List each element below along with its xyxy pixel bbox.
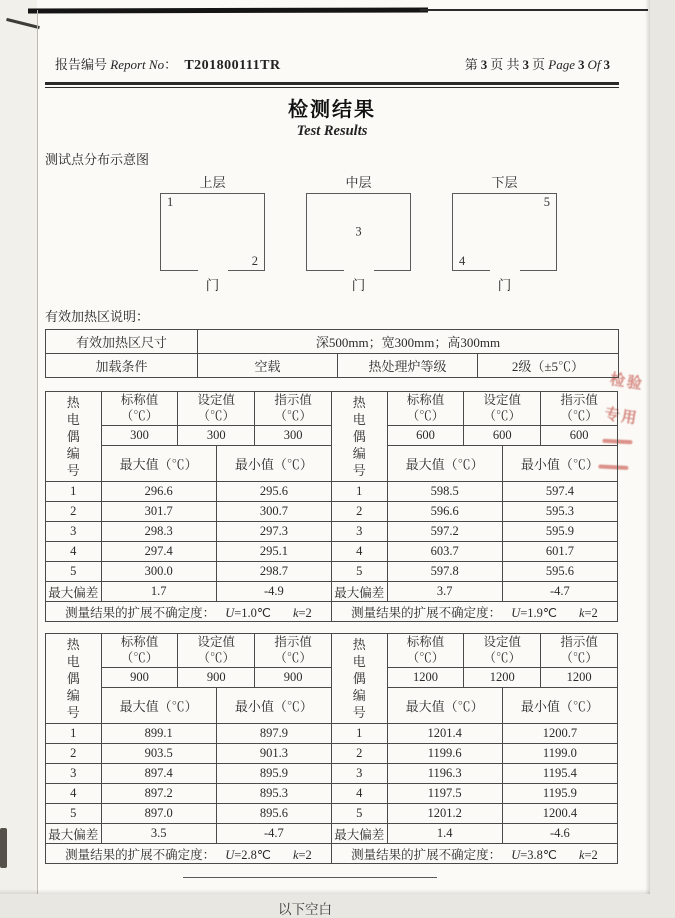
tc-number: 3 bbox=[332, 764, 388, 784]
measurement-table-600 bbox=[331, 391, 618, 622]
thermocouple-no-header: 热电偶编号 bbox=[46, 634, 102, 724]
report-number-block: 报告编号 Report No： T201800111TR bbox=[55, 57, 281, 73]
setting-header: 设定值 （℃） bbox=[464, 392, 541, 426]
max-value: 903.5 bbox=[101, 744, 216, 764]
furnace-grade-label: 热处理炉等级 bbox=[338, 354, 478, 378]
indication-header: 指示值 （℃） bbox=[255, 392, 332, 426]
door-opening bbox=[198, 268, 228, 272]
max-value: 899.1 bbox=[101, 724, 216, 744]
test-point: 3 bbox=[355, 224, 362, 239]
max-deviation-label: 最大偏差 bbox=[332, 582, 388, 602]
max-value: 897.0 bbox=[101, 804, 216, 824]
table-row bbox=[332, 634, 618, 668]
max-value: 897.2 bbox=[101, 784, 216, 804]
table-row bbox=[46, 502, 332, 522]
min-value: 1195.4 bbox=[502, 764, 617, 784]
max-value: 597.8 bbox=[387, 562, 502, 582]
tc-number: 4 bbox=[332, 542, 388, 562]
table-row bbox=[46, 330, 619, 354]
document-header bbox=[45, 54, 619, 74]
tc-number: 1 bbox=[46, 724, 102, 744]
min-value: 595.6 bbox=[502, 562, 617, 582]
table-row bbox=[332, 744, 618, 764]
min-header: 最小值（℃） bbox=[216, 446, 331, 482]
min-header: 最小值（℃） bbox=[216, 688, 331, 724]
max-value: 1201.2 bbox=[387, 804, 502, 824]
table-row bbox=[332, 824, 618, 844]
test-point: 4 bbox=[459, 254, 466, 268]
tc-number: 4 bbox=[46, 784, 102, 804]
max-deviation-label: 最大偏差 bbox=[332, 824, 388, 844]
setting-header: 设定值 （℃） bbox=[464, 634, 541, 668]
min-deviation-value: -4.7 bbox=[502, 582, 617, 602]
max-value: 897.4 bbox=[101, 764, 216, 784]
setting-header: 设定值 （℃） bbox=[178, 392, 255, 426]
page-number-block: 第 3 页 共 3 页 Page 3 Of 3 bbox=[464, 57, 610, 72]
uncertainty-row: 测量结果的扩展不确定度： U=1.9℃ k=2 bbox=[332, 602, 618, 622]
min-header: 最小值（℃） bbox=[502, 688, 617, 724]
tc-number: 2 bbox=[332, 502, 388, 522]
min-value: 901.3 bbox=[216, 744, 331, 764]
setting-value: 300 bbox=[178, 426, 255, 446]
table-row bbox=[332, 542, 618, 562]
table-row bbox=[332, 562, 618, 582]
max-header: 最大值（℃） bbox=[387, 446, 502, 482]
test-point: 5 bbox=[543, 195, 550, 209]
min-value: 595.3 bbox=[502, 502, 617, 522]
table-row bbox=[332, 724, 618, 744]
nominal-header: 标称值 （℃） bbox=[101, 634, 178, 668]
min-value: 1200.4 bbox=[502, 804, 617, 824]
heating-zone-label: 有效加热区说明： bbox=[45, 309, 150, 324]
table-row bbox=[46, 804, 332, 824]
report-number: T201800111TR bbox=[184, 58, 281, 73]
max-value: 1201.4 bbox=[387, 724, 502, 744]
thermocouple-no-header: 热电偶编号 bbox=[46, 392, 102, 482]
nominal-value: 600 bbox=[387, 426, 464, 446]
max-value: 301.7 bbox=[101, 502, 216, 522]
uncertainty-row: 测量结果的扩展不确定度： U=2.8℃ k=2 bbox=[46, 844, 332, 864]
table-row bbox=[46, 634, 332, 668]
table-row bbox=[332, 502, 618, 522]
table-row bbox=[332, 602, 618, 622]
setting-header: 设定值 （℃） bbox=[178, 634, 255, 668]
max-deviation-label: 最大偏差 bbox=[46, 582, 102, 602]
uncertainty-row: 测量结果的扩展不确定度： U=1.0℃ k=2 bbox=[46, 602, 332, 622]
max-value: 1196.3 bbox=[387, 764, 502, 784]
table-row bbox=[46, 582, 332, 602]
max-header: 最大值（℃） bbox=[101, 688, 216, 724]
min-value: 895.6 bbox=[216, 804, 331, 824]
indication-value: 300 bbox=[255, 426, 332, 446]
layer-diagram-middle bbox=[306, 172, 411, 294]
nominal-value: 1200 bbox=[387, 668, 464, 688]
paper-fold-line bbox=[37, 10, 38, 894]
diagram-section-label: 测试点分布示意图 bbox=[45, 152, 150, 167]
heating-zone-table bbox=[45, 329, 619, 378]
table-row bbox=[46, 764, 332, 784]
nominal-header: 标称值 （℃） bbox=[387, 392, 464, 426]
layer-title: 中层 bbox=[345, 175, 372, 190]
chamber-outline bbox=[452, 193, 557, 271]
load-condition-label: 加载条件 bbox=[46, 354, 198, 378]
max-deviation-label: 最大偏差 bbox=[46, 824, 102, 844]
zone-size-value: 深500mm；宽300mm；高300mm bbox=[198, 330, 619, 354]
min-value: 601.7 bbox=[502, 542, 617, 562]
nominal-value: 300 bbox=[101, 426, 178, 446]
max-value: 1199.6 bbox=[387, 744, 502, 764]
table-row bbox=[332, 582, 618, 602]
table-row bbox=[46, 562, 332, 582]
tc-number: 1 bbox=[332, 482, 388, 502]
max-value: 598.5 bbox=[387, 482, 502, 502]
setting-value: 600 bbox=[464, 426, 541, 446]
min-value: 295.6 bbox=[216, 482, 331, 502]
table-row bbox=[332, 844, 618, 864]
table-row bbox=[46, 542, 332, 562]
layer-diagram-upper bbox=[160, 172, 265, 294]
scan-edge-mark bbox=[0, 828, 7, 868]
layer-diagram-lower bbox=[452, 172, 557, 294]
max-value: 603.7 bbox=[387, 542, 502, 562]
stamp-text: 专用 bbox=[603, 406, 640, 428]
min-value: 1195.9 bbox=[502, 784, 617, 804]
layer-diagrams bbox=[45, 172, 619, 294]
table-row bbox=[332, 764, 618, 784]
tc-number: 1 bbox=[332, 724, 388, 744]
min-value: 597.4 bbox=[502, 482, 617, 502]
table-row bbox=[332, 392, 618, 426]
setting-value: 1200 bbox=[464, 668, 541, 688]
setting-value: 900 bbox=[178, 668, 255, 688]
min-deviation-value: -4.7 bbox=[216, 824, 331, 844]
measurement-table-1200 bbox=[331, 633, 618, 864]
min-value: 595.9 bbox=[502, 522, 617, 542]
paper-left-margin bbox=[0, 0, 37, 894]
table-row bbox=[46, 522, 332, 542]
thermocouple-no-header: 热电偶编号 bbox=[332, 634, 388, 724]
header-divider bbox=[45, 82, 619, 88]
tc-number: 3 bbox=[332, 522, 388, 542]
report-no-label-cn: 报告编号 bbox=[55, 57, 108, 72]
table-row bbox=[46, 724, 332, 744]
min-value: 895.3 bbox=[216, 784, 331, 804]
table-row bbox=[46, 482, 332, 502]
max-header: 最大值（℃） bbox=[387, 688, 502, 724]
max-value: 300.0 bbox=[101, 562, 216, 582]
measurement-tables-row1 bbox=[45, 391, 619, 622]
max-value: 596.6 bbox=[387, 502, 502, 522]
tc-number: 5 bbox=[332, 804, 388, 824]
load-condition-value: 空载 bbox=[198, 354, 338, 378]
measurement-tables-row2 bbox=[45, 633, 619, 864]
report-no-label-en: Report No bbox=[110, 57, 165, 72]
indication-value: 1200 bbox=[541, 668, 618, 688]
table-row bbox=[46, 844, 332, 864]
test-point: 1 bbox=[167, 195, 174, 209]
chamber-outline bbox=[160, 193, 265, 271]
zone-size-label: 有效加热区尺寸 bbox=[46, 330, 198, 354]
max-value: 1197.5 bbox=[387, 784, 502, 804]
table-row bbox=[332, 482, 618, 502]
nominal-value: 900 bbox=[101, 668, 178, 688]
nominal-header: 标称值 （℃） bbox=[101, 392, 178, 426]
max-value: 597.2 bbox=[387, 522, 502, 542]
tc-number: 2 bbox=[46, 744, 102, 764]
min-header: 最小值（℃） bbox=[502, 446, 617, 482]
table-row bbox=[332, 522, 618, 542]
page-current: 3 bbox=[480, 57, 488, 72]
table-row bbox=[46, 784, 332, 804]
tc-number: 3 bbox=[46, 764, 102, 784]
min-value: 1200.7 bbox=[502, 724, 617, 744]
door-label: 门 bbox=[497, 278, 512, 293]
layer-title: 下层 bbox=[491, 175, 518, 190]
min-value: 897.9 bbox=[216, 724, 331, 744]
min-value: 295.1 bbox=[216, 542, 331, 562]
indication-header: 指示值 （℃） bbox=[541, 392, 618, 426]
thermocouple-no-header: 热电偶编号 bbox=[332, 392, 388, 482]
page-title: 检测结果 bbox=[288, 99, 376, 121]
max-value: 298.3 bbox=[101, 522, 216, 542]
tc-number: 4 bbox=[332, 784, 388, 804]
min-value: 297.3 bbox=[216, 522, 331, 542]
tc-number: 2 bbox=[46, 502, 102, 522]
door-opening bbox=[344, 268, 374, 272]
tc-number: 3 bbox=[46, 522, 102, 542]
table-row bbox=[46, 354, 619, 378]
table-row bbox=[332, 784, 618, 804]
max-header: 最大值（℃） bbox=[101, 446, 216, 482]
footer-separator-line bbox=[183, 877, 437, 878]
tc-number: 1 bbox=[46, 482, 102, 502]
test-point: 2 bbox=[251, 254, 258, 268]
max-deviation-value: 1.4 bbox=[387, 824, 502, 844]
page-subtitle: Test Results bbox=[296, 123, 368, 139]
indication-header: 指示值 （℃） bbox=[541, 634, 618, 668]
min-deviation-value: -4.6 bbox=[502, 824, 617, 844]
max-value: 297.4 bbox=[101, 542, 216, 562]
max-deviation-value: 3.5 bbox=[101, 824, 216, 844]
scan-edge-top-thin bbox=[420, 9, 648, 11]
layer-title: 上层 bbox=[199, 175, 226, 190]
indication-value: 900 bbox=[255, 668, 332, 688]
max-value: 296.6 bbox=[101, 482, 216, 502]
min-value: 298.7 bbox=[216, 562, 331, 582]
min-value: 300.7 bbox=[216, 502, 331, 522]
chamber-outline bbox=[306, 193, 411, 271]
tc-number: 2 bbox=[332, 744, 388, 764]
min-value: 895.9 bbox=[216, 764, 331, 784]
min-value: 1199.0 bbox=[502, 744, 617, 764]
scan-edge-top bbox=[28, 7, 428, 13]
indication-header: 指示值 （℃） bbox=[255, 634, 332, 668]
min-deviation-value: -4.9 bbox=[216, 582, 331, 602]
indication-value: 600 bbox=[541, 426, 618, 446]
stamp-text: 检验 bbox=[608, 371, 645, 393]
nominal-header: 标称值 （℃） bbox=[387, 634, 464, 668]
tc-number: 4 bbox=[46, 542, 102, 562]
table-row bbox=[332, 804, 618, 824]
max-deviation-value: 1.7 bbox=[101, 582, 216, 602]
table-row bbox=[46, 392, 332, 426]
tc-number: 5 bbox=[46, 804, 102, 824]
measurement-table-300 bbox=[45, 391, 332, 622]
table-row bbox=[46, 744, 332, 764]
blank-below-note: 以下空白 bbox=[278, 902, 332, 917]
tc-number: 5 bbox=[332, 562, 388, 582]
door-label: 门 bbox=[351, 278, 366, 293]
max-deviation-value: 3.7 bbox=[387, 582, 502, 602]
door-opening bbox=[490, 268, 520, 272]
page-total: 3 bbox=[522, 57, 530, 72]
door-label: 门 bbox=[205, 278, 220, 293]
measurement-table-900 bbox=[45, 633, 332, 864]
table-row bbox=[46, 602, 332, 622]
furnace-grade-value: 2级（±5℃） bbox=[478, 354, 619, 378]
uncertainty-row: 测量结果的扩展不确定度： U=3.8℃ k=2 bbox=[332, 844, 618, 864]
tc-number: 5 bbox=[46, 562, 102, 582]
table-row bbox=[46, 824, 332, 844]
